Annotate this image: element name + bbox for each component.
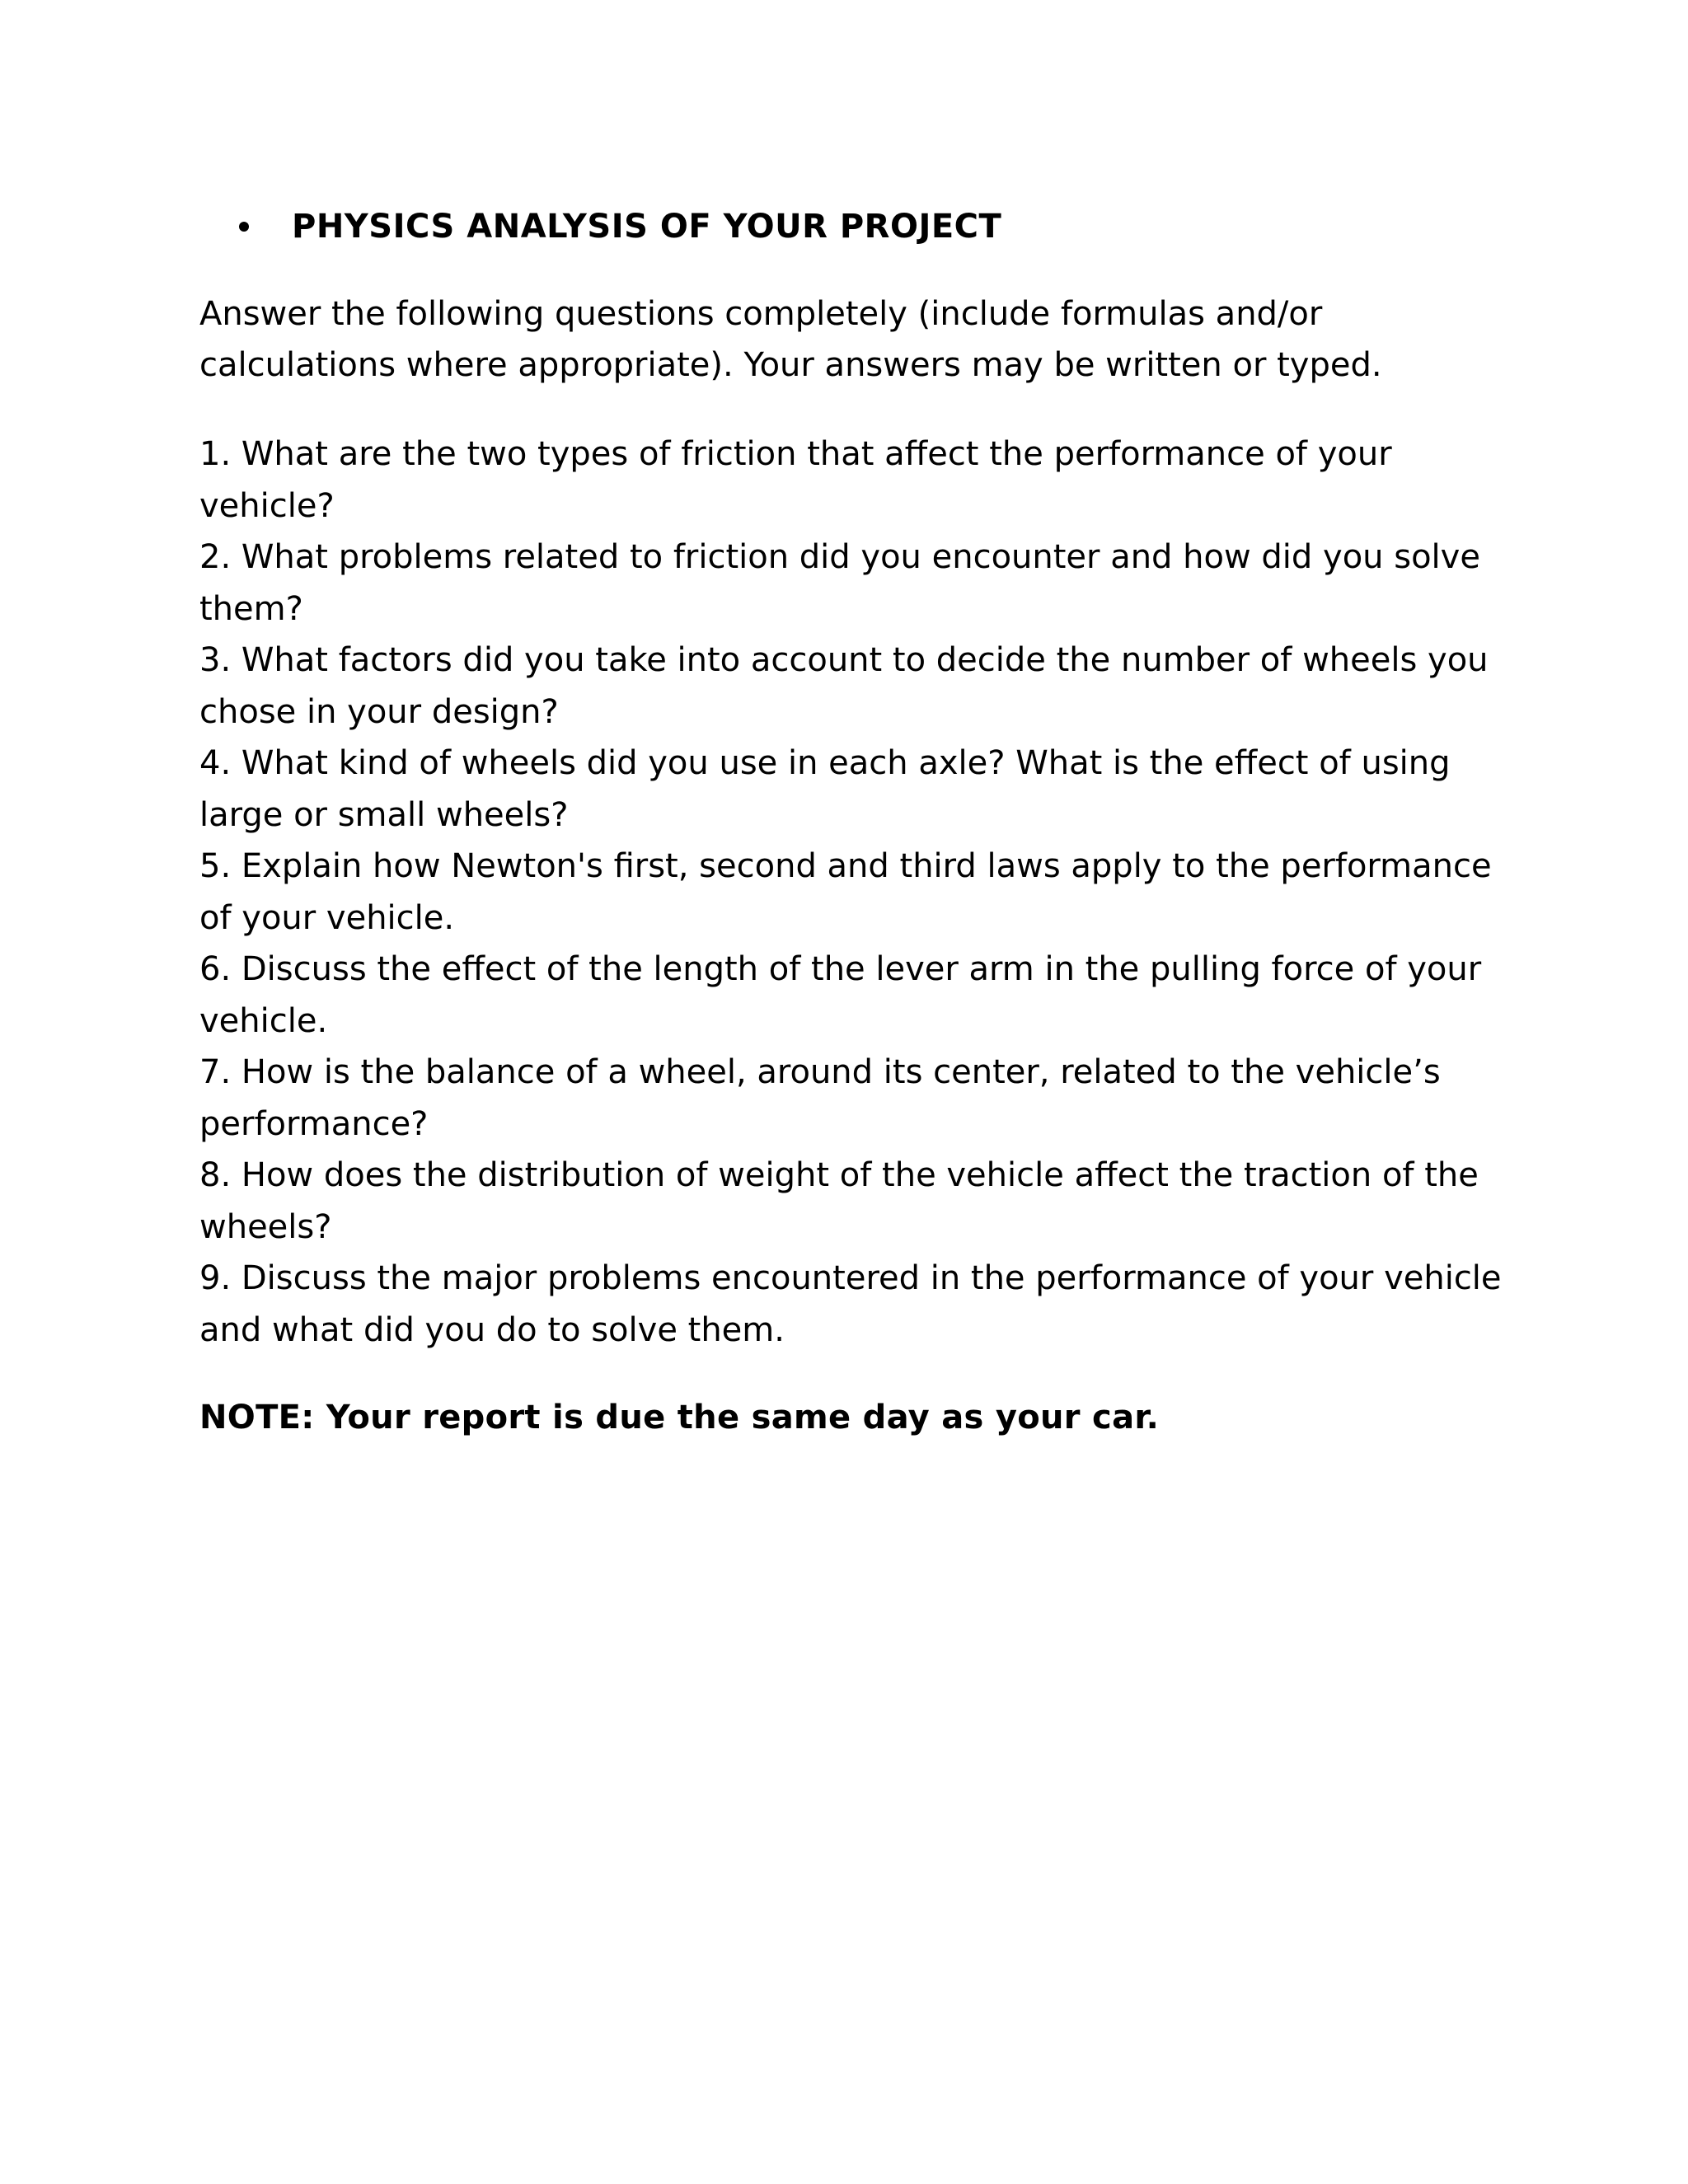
question-3: 3. What factors did you take into account to decide the number of wheels you chose in your design? <box>199 641 1489 731</box>
question-1: 1. What are the two types of friction that affect the performance of your vehicle? <box>199 435 1392 525</box>
question-9: 9. Discuss the major problems encountered in the performance of your vehicle and what did you do to solve them. <box>199 1259 1502 1349</box>
bullet-icon <box>239 222 249 232</box>
question-4: 4. What kind of wheels did you use in each axle? What is the effect of using large or small wheels? <box>199 744 1451 834</box>
question-7: 7. How is the balance of a wheel, around its center, related to the vehicle’s performance? <box>199 1053 1441 1143</box>
questions-list <box>199 429 1502 1356</box>
question-8: 8. How does the distribution of weight of the vehicle affect the traction of the wheels? <box>199 1156 1479 1246</box>
question-6: 6. Discuss the effect of the length of the lever arm in the pulling force of your vehicle. <box>199 950 1482 1040</box>
section-heading: PHYSICS ANALYSIS OF YOUR PROJECT <box>292 208 1002 246</box>
question-2: 2. What problems related to friction did you encounter and how did you solve them? <box>199 538 1480 628</box>
document-content <box>199 198 1502 1443</box>
question-5: 5. Explain how Newton's first, second and third laws apply to the performance of your vehicle. <box>199 847 1492 937</box>
heading-row <box>239 198 1502 255</box>
instructions-paragraph: Answer the following questions completely (include formulas and/or calculations where appropriate). Your answers may be written or typed. <box>199 295 1382 384</box>
due-date-note: NOTE: Your report is due the same day as your car. <box>199 1399 1160 1436</box>
